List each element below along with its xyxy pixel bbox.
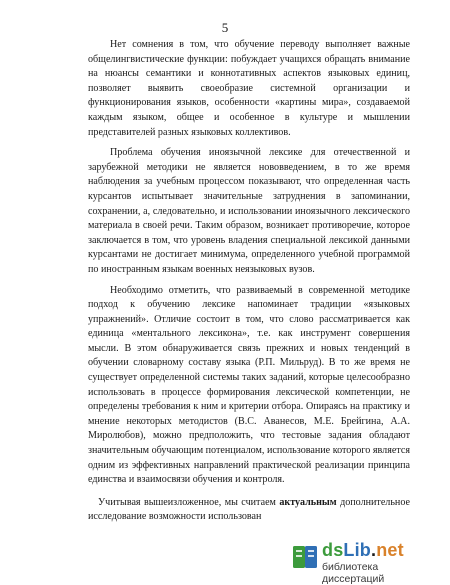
paragraph: Проблема обучения иноязычной лексике для отечественной и зарубежной методики не является нововведением, в то же время наблюдения за учебным процессом показывают, что определенная часть курсантов испытывает значительные затруднения в запоминании, сохранении, а, следовательно, и использовании иноязычного лексического материала в своей речи. Таким образом, возникает противоречие, которое заключается в том, что уровень владения специальной лексикой данными курсантами не достигает минимума, определенного учебной программой по иностранным языкам военных неязыковых вузов.	[88, 147, 410, 275]
paragraph-last	[88, 496, 410, 525]
watermark	[292, 539, 442, 585]
emphasis-text: актуальным	[279, 496, 337, 508]
paragraph: Нет сомнения в том, что обучение переводу выполняет важные общелингвистические функции: побуждает учащихся обращать внимание на нюансы семантики и коннотативных аспектов языковых единиц, позволяет выявить своеобразие системной организации и функционирования языков, особенности «картины мира», создаваемой каждым языком, общее и особенное в культуре и мышлении представителей разных языковых коллективов.	[88, 39, 410, 138]
document-body	[88, 38, 410, 531]
paragraph-text: дополнительное исследование возможности использован	[88, 496, 410, 523]
paragraph-text: Учитывая вышеизложенное, мы считаем	[98, 496, 280, 508]
page-number: 5	[221, 20, 229, 35]
watermark-title: dsLib.net	[322, 540, 404, 560]
watermark-subtitle: библиотека диссертаций	[322, 561, 385, 585]
paragraph: Необходимо отметить, что развиваемый в современной методике подход к обучению лексике напоминает традиции «языковых упражнений». Отличие состоит в том, что слово рассматривается как единица «ментального лексикона», т.е. как инструмент совершения мысли. В этом обнаруживается связь прежних и новых тенденций в обучении словарному составу языка (Р.П. Мильруд). В то же время не существует определенной системы таких заданий, которые целесообразно использовать в процессе формирования лексической компетенции, не определены требования к ним и критерии отбора. Опираясь на практику и мнение некоторых методистов (В.С. Аванесов, М.Е. Брейгина, А.А. Миролюбов), можно предположить, что тестовые задания обладают значительным обучающим потенциалом, использование которого является одним из эффективных направлений практической реализации принципа единства и взаимосвязи обучения и контроля.	[88, 284, 410, 486]
dslib-logo-icon	[292, 544, 318, 570]
